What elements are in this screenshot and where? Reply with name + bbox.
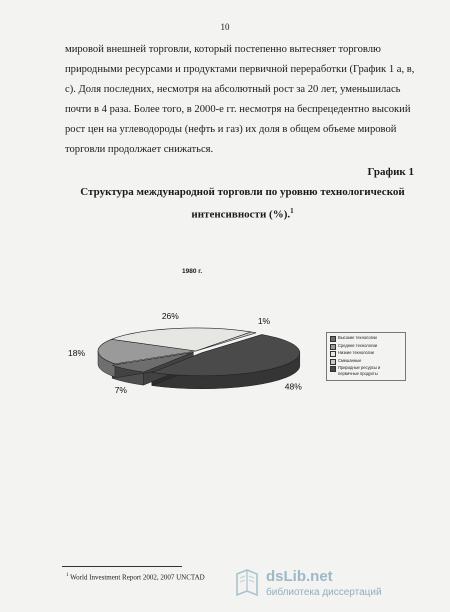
footnote-divider: [62, 566, 182, 567]
watermark-title: dsLib.net: [266, 568, 333, 585]
body-line: природными ресурсами и продуктами первичной переработки (График 1 а, в,: [65, 64, 415, 75]
body-line: торговли продолжает снижаться.: [65, 144, 214, 155]
pie-slice-label: 18%: [67, 347, 86, 358]
chart-title-text: 1980 г.: [182, 268, 203, 275]
watermark: [234, 566, 439, 602]
figure-label: График 1: [367, 166, 414, 178]
legend-swatch: [330, 359, 336, 365]
footnote-mark: 1: [66, 573, 69, 578]
body-line: почти в 4 раза. Более того, в 2000-е гг. несмотря на беспрецедентно высокий: [65, 104, 411, 115]
legend-label: Смешанные: [338, 357, 362, 363]
legend-label: Низкие технологии: [338, 350, 374, 355]
page-number: 10: [220, 22, 230, 32]
figure-footnote-mark: 1: [290, 207, 294, 215]
legend-item: [330, 343, 402, 350]
pie-slice-label: 1%: [257, 316, 271, 327]
chart-legend: [326, 332, 406, 381]
footnote: [66, 573, 205, 581]
legend-item: [330, 358, 402, 365]
pie-slice-label: 26%: [161, 311, 179, 322]
watermark-subtitle: библиотека диссертаций: [266, 587, 382, 598]
body-line: мировой внешней торговли, который постепенно вытесняет торговлю: [65, 44, 381, 55]
pie-tops: [98, 328, 300, 376]
body-line: с). Доля последних, несмотря на абсолютный рост за 20 лет, уменьшилась: [65, 84, 401, 95]
figure-title-text: Структура международной торговли по уровню технологической интенсивности (%).: [80, 186, 405, 221]
legend-label: Природные ресурсы и первичные продукты: [338, 365, 381, 376]
legend-item: [330, 365, 402, 377]
pie-slice-label: 48%: [284, 381, 302, 392]
legend-swatch: [330, 344, 336, 350]
legend-swatch: [330, 351, 336, 357]
legend-label: Средние технологии: [338, 342, 378, 348]
legend-label: Высокие технологии: [338, 335, 377, 340]
legend-swatch: [330, 366, 336, 372]
pie-slice-label: 7%: [114, 384, 128, 395]
legend-item: [330, 350, 402, 357]
legend-item: [330, 335, 402, 342]
footnote-text: World Investment Report 2002, 2007 UNCTAD: [70, 573, 205, 582]
book-logo-icon: [234, 568, 260, 598]
legend-swatch: [330, 336, 336, 342]
body-line: рост цен на углеводороды (нефть и газ) их доля в общем объеме мировой: [65, 124, 397, 135]
